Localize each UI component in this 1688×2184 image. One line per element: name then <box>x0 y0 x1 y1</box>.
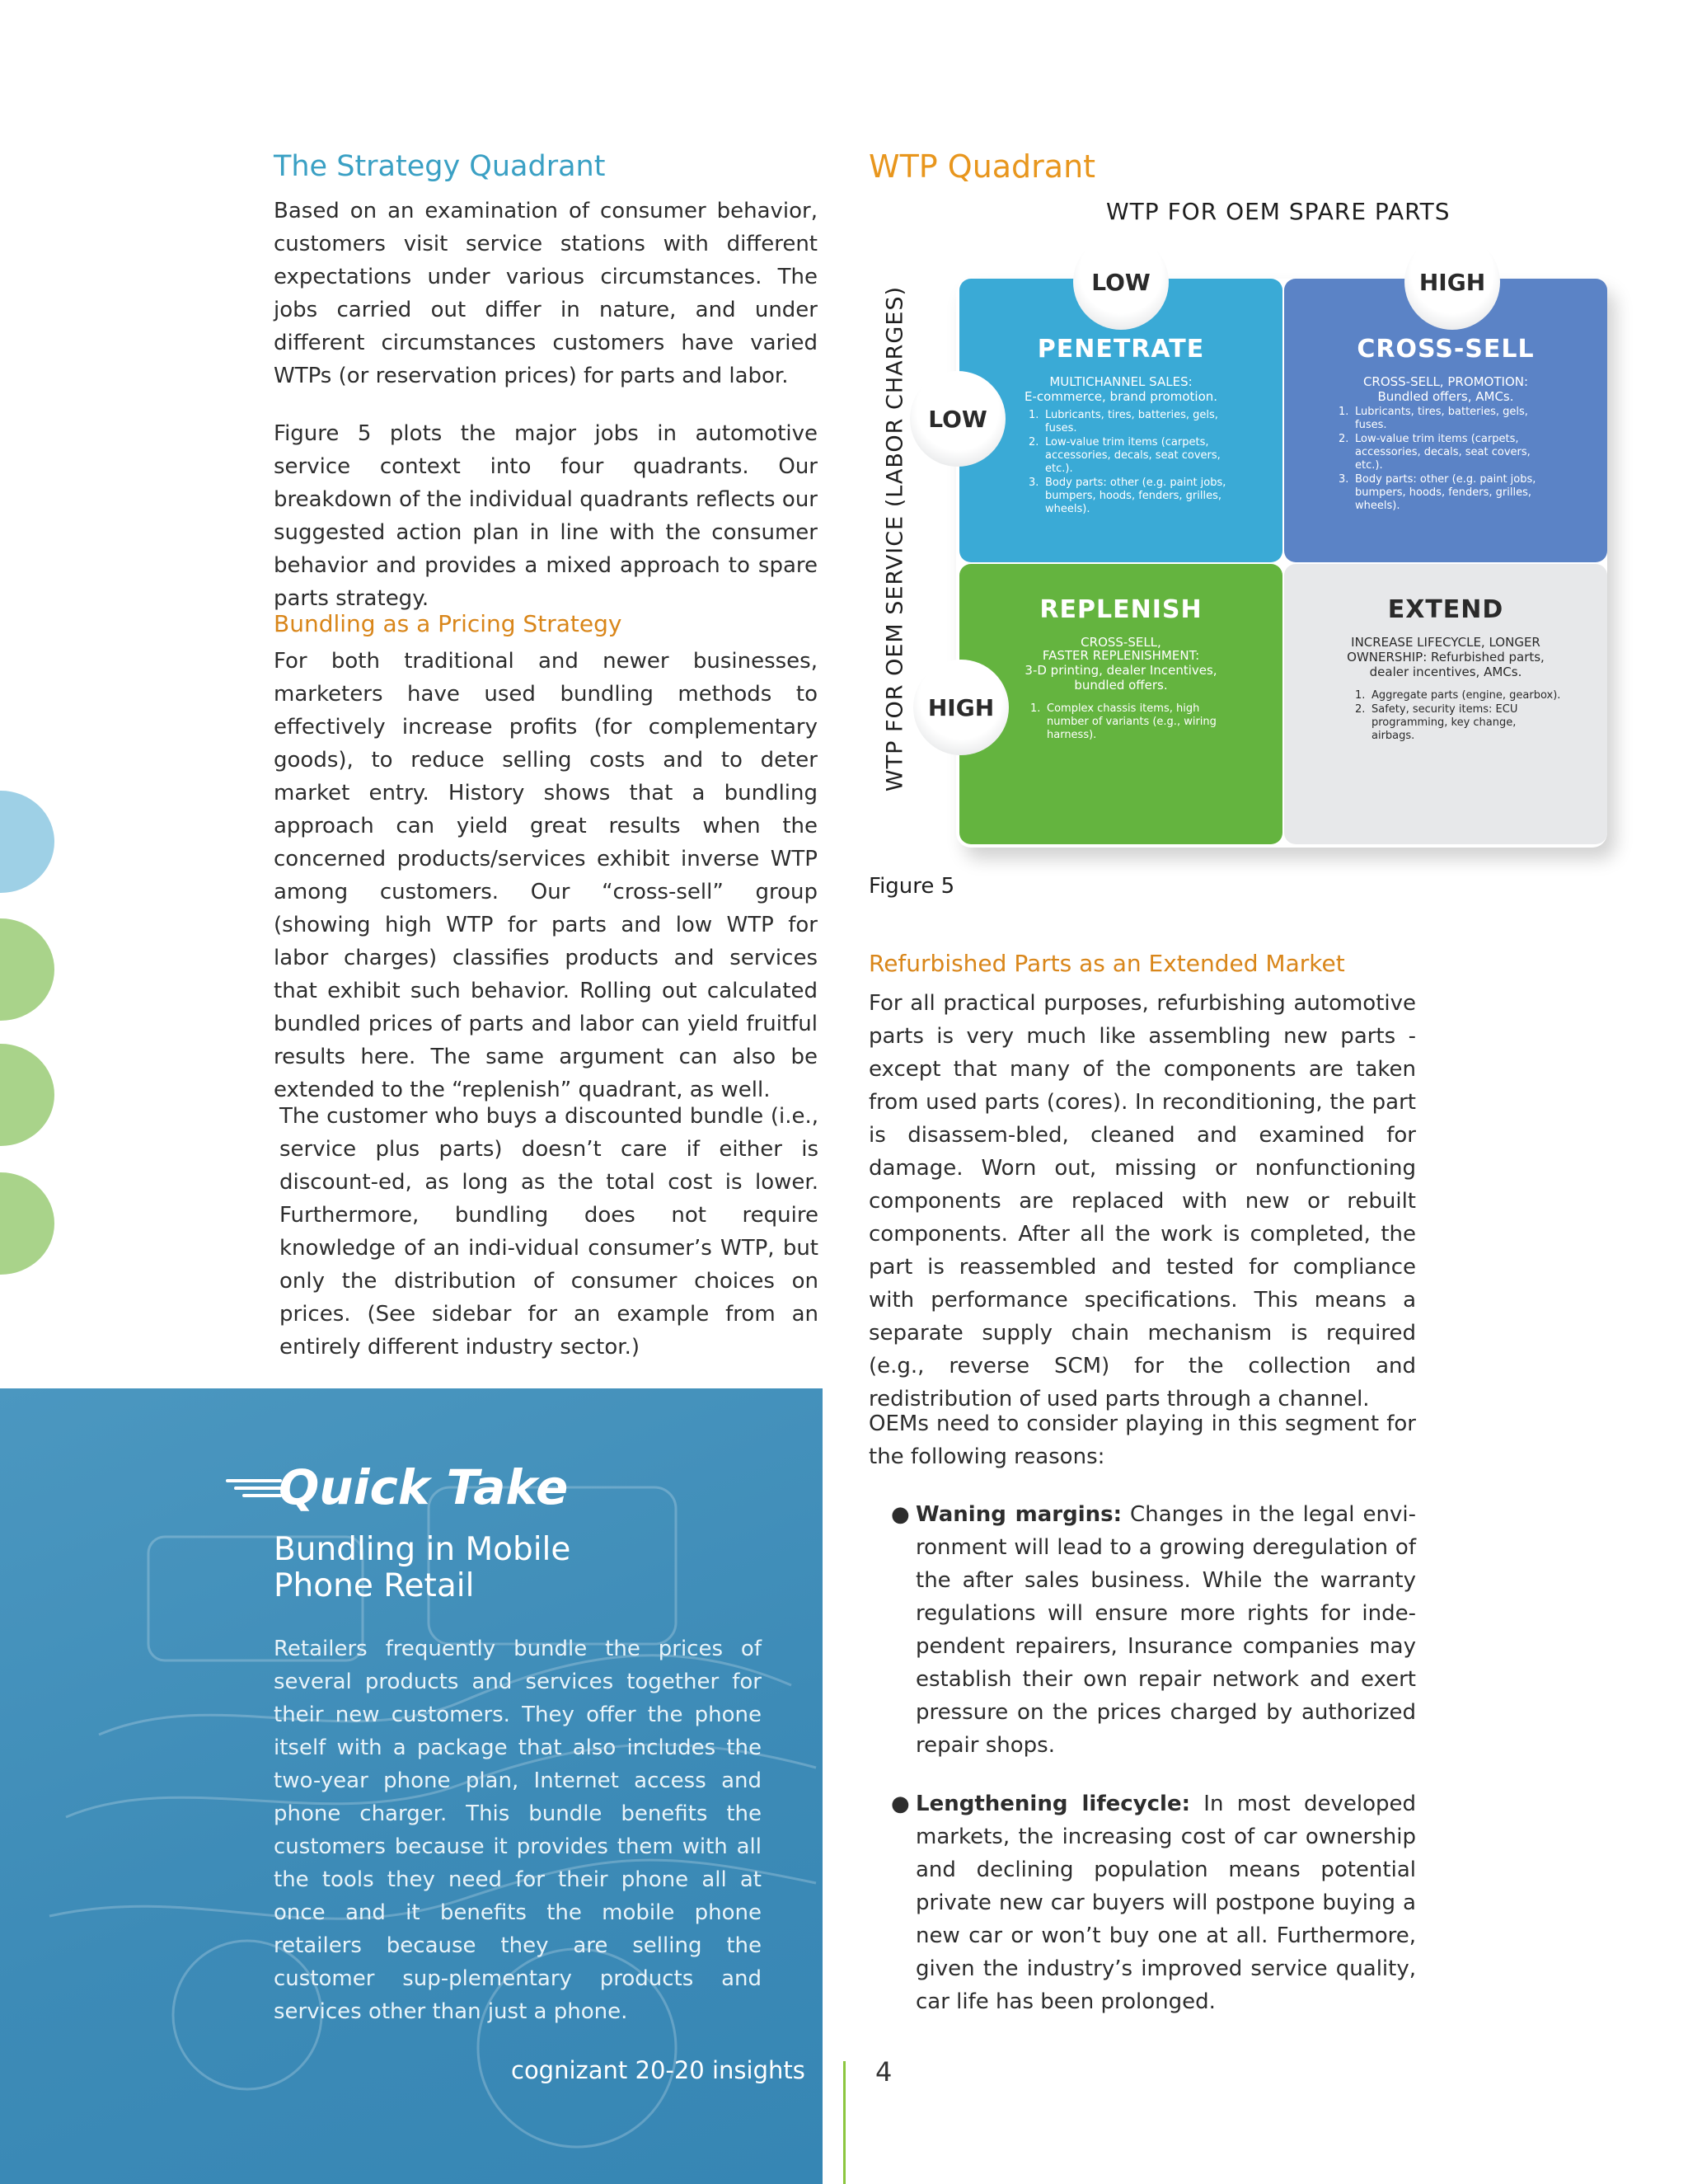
quadrant-subtitle: E-commerce, brand promotion. <box>1024 389 1218 404</box>
quadrant-subtitle: bundled offers. <box>1074 678 1168 693</box>
bullet-text: Changes in the legal envi-ronment will lead to a growing deregulation of the after sales business. While the warranty regulations will ensure more rights for inde-pendent repairers, Insurance companies may establish their own repair network and exert pressure on the prices charged by authorized repair shops. <box>916 1502 1416 1758</box>
quadrant-extend <box>1284 564 1607 844</box>
body-paragraph: Figure 5 plots the major jobs in automotive service context into four quadrants. Our breakdown of the individual quadrants reflects our suggested action plan in line with the consumer behavior and provides a mixed approach to spare parts strategy. <box>274 421 818 611</box>
decorative-circle-green <box>0 1172 54 1275</box>
axis-label-side-high: HIGH <box>913 660 1009 755</box>
quick-take-body: Retailers frequently bundle the prices of several products and services together for their new customers. They offer the phone itself with a package that also includes the two-year phone plan, Internet access and phone charger. This bundle benefits the customers because it provides them with all the tools they need for their phone all at once and it benefits the mobile phone retailers because they are selling the customer sup-plementary products and services other than just a phone. <box>274 1637 762 2024</box>
quadrant-subtitle: MULTICHANNEL SALES: <box>1049 374 1193 389</box>
quadrant-list <box>1339 406 1545 514</box>
bullet-icon: ● <box>891 1792 910 1816</box>
title-line: Phone Retail <box>274 1567 475 1604</box>
list-item: 2. Low-value trim items (carpets, accessories, decals, seat covers, etc.). <box>1029 436 1221 475</box>
footer-brand: cognizant 20-20 insights <box>511 2056 805 2084</box>
quadrant-subtitle: FASTER REPLENISHMENT: <box>1042 648 1200 663</box>
decorative-circle-blue <box>0 791 54 893</box>
axis-label-side-low: LOW <box>910 371 1006 467</box>
body-paragraph: OEMs need to consider playing in this segment for the following reasons: <box>869 1411 1416 1469</box>
quadrant-subtitle: CROSS-SELL, <box>1081 635 1161 650</box>
side-axis-title: WTP FOR OEM SERVICE (LABOR CHARGES) <box>882 285 908 792</box>
footer-divider <box>843 2061 846 2184</box>
bullet-text: In most developed markets, the increasing cost of car ownership and declining population means potential private new car buyers will postpone buying a new car or won’t buy one at all. Furthermore, given the industry’s improved service quality, car life has been prolonged. <box>916 1792 1416 2014</box>
decorative-circle-green <box>0 918 54 1021</box>
list-item: 3. Body parts: other (e.g. paint jobs, bumpers, hoods, fenders, grilles, wheels). <box>1029 477 1226 515</box>
quadrant-title: CROSS-SELL <box>1357 335 1535 364</box>
quadrant-title: EXTEND <box>1387 595 1504 624</box>
quadrant-subtitle: dealer incentives, AMCs. <box>1369 665 1522 679</box>
axis-label-top-high: HIGH <box>1404 234 1500 330</box>
subheading: Refurbished Parts as an Extended Market <box>869 950 1345 977</box>
body-paragraph: For both traditional and newer businesses, marketers have used bundling methods to effectively increase profits (for complementary goods), to reduce selling costs and to deter market entry. History shows that a bundling approach can yield great results when the concerned products/services exhibit inverse WTP among customers. Our “cross-sell” group (showing high WTP for parts and low WTP for labor charges) classifies products and services that exhibit such behavior. Rolling out calculated bundled prices of parts and labor can yield fruitful results here. The same argument can also be extended to the “replenish” quadrant, as well. <box>274 649 818 1102</box>
list-item <box>891 1498 1416 1762</box>
list-item: 1. Lubricants, tires, batteries, gels, fuses. <box>1339 406 1528 431</box>
list-item: 1. Complex chassis items, high number of variants (e.g., wiring harness). <box>1030 702 1217 741</box>
list-item: 3. Body parts: other (e.g. paint jobs, bumpers, hoods, fenders, grilles, wheels). <box>1339 473 1536 512</box>
figure-caption: Figure 5 <box>869 874 955 899</box>
quadrant-title: REPLENISH <box>1039 595 1203 624</box>
bullet-heading: Lengthening lifecycle: <box>916 1792 1190 1816</box>
quick-take-title <box>274 1532 570 1604</box>
quadrant-subtitle: INCREASE LIFECYCLE, LONGER <box>1351 635 1540 650</box>
body-paragraph: The customer who buys a discounted bundle (i.e., service plus parts) doesn’t care if either is discount-ed, as long as the total cost is lower. Furthermore, bundling does not require knowledge of an indi-vidual consumer’s WTP, but only the distribution of consumer choices on prices. (See sidebar for an example from an entirely different industry sector.) <box>279 1104 818 1360</box>
speed-lines-icon <box>223 1474 284 1502</box>
bullet-icon: ● <box>891 1502 910 1527</box>
title-line: Bundling in Mobile <box>274 1531 571 1568</box>
quadrant-list <box>1029 409 1251 517</box>
list-item: 2. Low-value trim items (carpets, accessories, decals, seat covers, etc.). <box>1339 433 1531 472</box>
quadrant-subtitle: OWNERSHIP: Refurbished parts, <box>1347 650 1545 665</box>
quadrant-list <box>1355 689 1561 744</box>
bullet-heading: Waning margins: <box>916 1502 1123 1527</box>
section-heading: The Strategy Quadrant <box>274 150 606 183</box>
subheading: Bundling as a Pricing Strategy <box>274 610 622 637</box>
quadrant-title: PENETRATE <box>1037 335 1205 364</box>
top-axis-title: WTP FOR OEM SPARE PARTS <box>1106 198 1451 225</box>
quadrant-subtitle: 3-D printing, dealer Incentives, <box>1025 663 1217 678</box>
decorative-circle-green <box>0 1044 54 1146</box>
figure-heading: WTP Quadrant <box>869 148 1096 185</box>
list-item: 2. Safety, security items: ECU programming, key change, airbags. <box>1355 703 1518 742</box>
quadrant-subtitle: Bundled offers, AMCs. <box>1377 389 1514 404</box>
body-paragraph: Based on an examination of consumer behavior, customers visit service stations with different expectations under various circumstances. The jobs carried out differ in nature, and under different circumstances customers have varied WTPs (or reservation prices) for parts and labor. <box>274 199 818 388</box>
quadrant-list <box>1030 702 1220 743</box>
list-item: 1. Lubricants, tires, batteries, gels, fuses. <box>1029 409 1218 434</box>
list-item: 1. Aggregate parts (engine, gearbox). <box>1355 689 1561 702</box>
axis-label-top-low: LOW <box>1073 234 1169 330</box>
quadrant-subtitle: CROSS-SELL, PROMOTION: <box>1362 374 1529 389</box>
body-paragraph: For all practical purposes, refurbishing automotive parts is very much like assembling new parts - except that many of the components are taken from used parts (cores). In reconditioning, the part is disassem-bled, cleaned and examined for damage. Worn out, missing or nonfunctioning components are replaced with new or rebuilt components. After all the work is completed, the part is reassembled and tested for compliance with performance specifications. This means a separate supply chain mechanism is required (e.g., reverse SCM) for the collection and redistribution of used parts through a channel. <box>869 991 1416 1411</box>
list-item <box>891 1787 1416 2018</box>
page-number: 4 <box>875 2056 893 2088</box>
